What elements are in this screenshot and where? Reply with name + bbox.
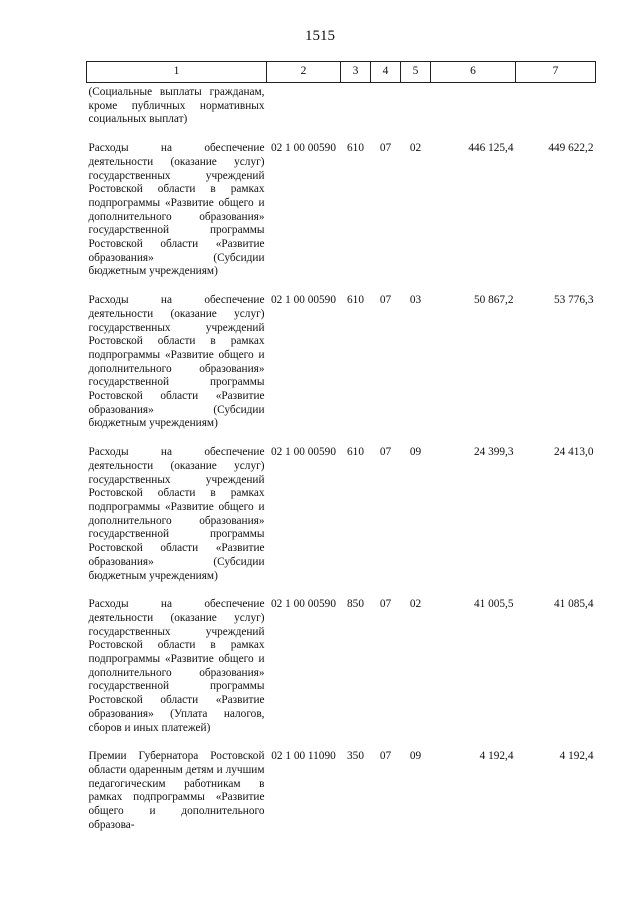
column-header: 2 — [267, 62, 341, 83]
subsection-code: 02 — [409, 598, 422, 611]
target-article-code: 02 1 00 00590 — [271, 598, 336, 611]
section-code: 07 — [379, 598, 392, 611]
table-row — [87, 291, 596, 443]
column-header: 4 — [371, 62, 401, 83]
column-header: 7 — [516, 62, 596, 83]
amount-year-2: 449 622,2 — [548, 142, 594, 155]
table-row — [87, 443, 596, 595]
expense-type-code: 610 — [347, 142, 364, 155]
target-article-code: 02 1 00 11090 — [271, 750, 336, 763]
expense-type-code — [341, 83, 371, 140]
subsection-code: 09 — [409, 446, 422, 459]
section-code: 07 — [379, 142, 392, 155]
expense-type-code: 850 — [347, 598, 364, 611]
target-article-code — [267, 83, 341, 140]
row-description: Расходы на обеспечение деятельности (оказание услуг) государственных учреждений Ростовской области в рамках подпрограммы «Развитие общего и дополнительного образования» государственной программы Ростовской области «Развитие образования» (Уплата налогов, сборов и иных платежей) — [88, 598, 265, 734]
column-header: 3 — [341, 62, 371, 83]
target-article-code: 02 1 00 00590 — [271, 142, 336, 155]
subsection-code: 03 — [409, 294, 422, 307]
amount-year-1: 4 192,4 — [479, 750, 514, 763]
target-article-code: 02 1 00 00590 — [271, 294, 336, 307]
section-code: 07 — [379, 446, 392, 459]
column-header: 5 — [401, 62, 431, 83]
column-header: 1 — [87, 62, 267, 83]
expense-type-code: 350 — [347, 750, 364, 763]
expense-type-code: 610 — [347, 446, 364, 459]
amount-year-1: 446 125,4 — [468, 142, 514, 155]
row-description: Расходы на обеспечение деятельности (оказание услуг) государственных учреждений Ростовской области в рамках подпрограммы «Развитие общего и дополнительного образования» государственной программы Ростовской области «Развитие образования» (Субсидии бюджетным учреждениям) — [88, 294, 265, 430]
subsection-code: 09 — [409, 750, 422, 763]
amount-year-2: 53 776,3 — [553, 294, 594, 307]
amount-year-2: 24 413,0 — [553, 446, 594, 459]
section-code — [371, 83, 401, 140]
table-row — [87, 595, 596, 747]
amount-year-2: 4 192,4 — [559, 750, 594, 763]
row-description: Расходы на обеспечение деятельности (оказание услуг) государственных учреждений Ростовской области в рамках подпрограммы «Развитие общего и дополнительного образования» государственной программы Ростовской области «Развитие образования» (Субсидии бюджетным учреждениям) — [88, 142, 265, 278]
amount-year-2: 41 085,4 — [553, 598, 594, 611]
table-row — [87, 83, 596, 140]
subsection-code — [401, 83, 431, 140]
page-number: 1515 — [305, 28, 335, 44]
column-header: 6 — [431, 62, 516, 83]
table-header-row — [87, 62, 596, 83]
amount-year-1: 41 005,5 — [473, 598, 514, 611]
amount-year-1: 50 867,2 — [473, 294, 514, 307]
amount-year-1: 24 399,3 — [473, 446, 514, 459]
amount-year-1 — [431, 83, 516, 140]
table-row — [87, 747, 596, 844]
subsection-code: 02 — [409, 142, 422, 155]
row-description: (Социальные выплаты гражданам, кроме публичных нормативных социальных выплат) — [88, 86, 265, 126]
target-article-code: 02 1 00 00590 — [271, 446, 336, 459]
row-description: Премии Губернатора Ростовской области одаренным детям и лучшим педагогическим работникам в рамках подпрограммы «Развитие общего и дополнительного образова- — [88, 750, 265, 831]
table-row — [87, 139, 596, 291]
section-code: 07 — [379, 294, 392, 307]
amount-year-2 — [516, 83, 596, 140]
row-description: Расходы на обеспечение деятельности (оказание услуг) государственных учреждений Ростовской области в рамках подпрограммы «Развитие общего и дополнительного образования» государственной программы Ростовской области «Развитие образования» (Субсидии бюджетным учреждениям) — [88, 446, 265, 582]
budget-table — [86, 61, 596, 844]
section-code: 07 — [379, 750, 392, 763]
expense-type-code: 610 — [347, 294, 364, 307]
